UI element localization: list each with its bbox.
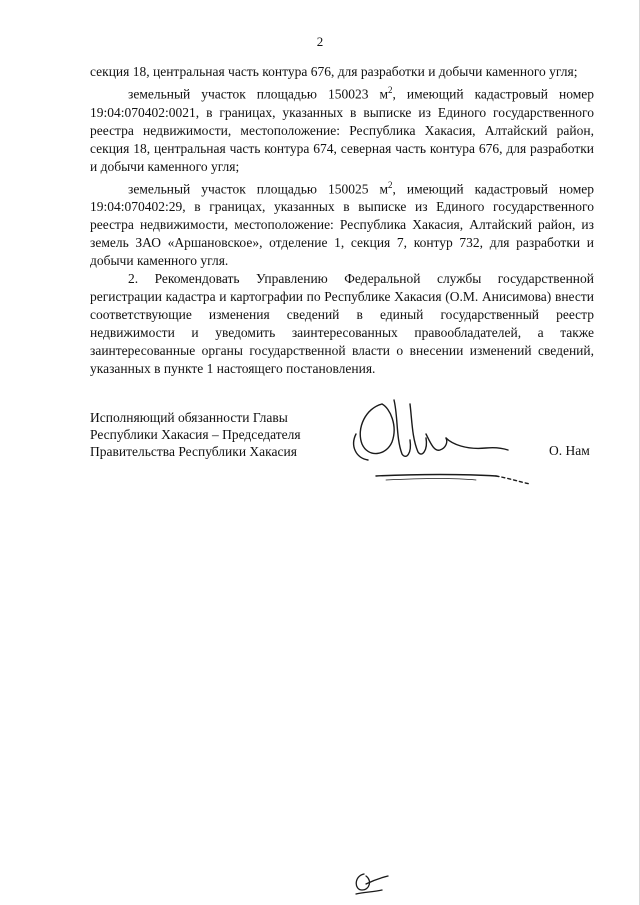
signatory-title-line-3: Правительства Республики Хакасия xyxy=(90,444,297,459)
handwritten-initials xyxy=(350,868,390,896)
handwritten-signature xyxy=(346,394,536,489)
signatory-title-line-1: Исполняющий обязанности Главы xyxy=(90,410,288,425)
document-body xyxy=(90,63,594,378)
plot-2-prefix: земельный участок площадью 150023 м xyxy=(128,86,389,102)
page-number: 2 xyxy=(316,34,324,49)
plot-3-superscript: 2 xyxy=(388,179,393,190)
paragraph-item-2: 2. Рекомендовать Управлению Федеральной службы государственной регистрации кадастра и картографии по Республике Хакасия (О.М. Анисимова) внести соответствующие изменения сведений в единый государственный реестр недвижимости и уведомить заинтересованных правообладателей, а также заинтересованные органы государственной власти о внесении изменений сведений, указанных в пункте 1 настоящего постановления. xyxy=(90,271,594,376)
signatory-title-line-2: Республики Хакасия – Председателя xyxy=(90,427,301,442)
plot-3-rest: , имеющий кадастровый номер 19:04:070402:29, в границах, указанных в выписке из Единого государственного реестра недвижимости, местоположение: Республика Хакасия, Алтайский район, из земель ЗАО «Аршановское», отделение 1, секция 7, контур 732, для разработки и добычи каменного угля. xyxy=(90,181,594,268)
paragraph-plot-2 xyxy=(90,81,594,176)
plot-2-superscript: 2 xyxy=(388,85,393,95)
paragraph-plot-3 xyxy=(90,176,594,271)
signatory-title xyxy=(90,409,330,460)
plot-2-rest: , имеющий кадастровый номер 19:04:070402:0021, в границах, указанных в выписке из Единого государственного реестра недвижимости, местоположение: Республика Хакасия, Алтайский район, секция 18, центральная часть контура 674, северная часть контура 676, для разработки и добычи каменного угля; xyxy=(90,86,594,174)
plot-3-prefix: земельный участок площадью 150025 м xyxy=(128,181,389,196)
signatory-name: О. Нам xyxy=(549,443,590,458)
paragraph-plot-1-tail: секция 18, центральная часть контура 676, для разработки и добычи каменного угля; xyxy=(90,64,578,79)
